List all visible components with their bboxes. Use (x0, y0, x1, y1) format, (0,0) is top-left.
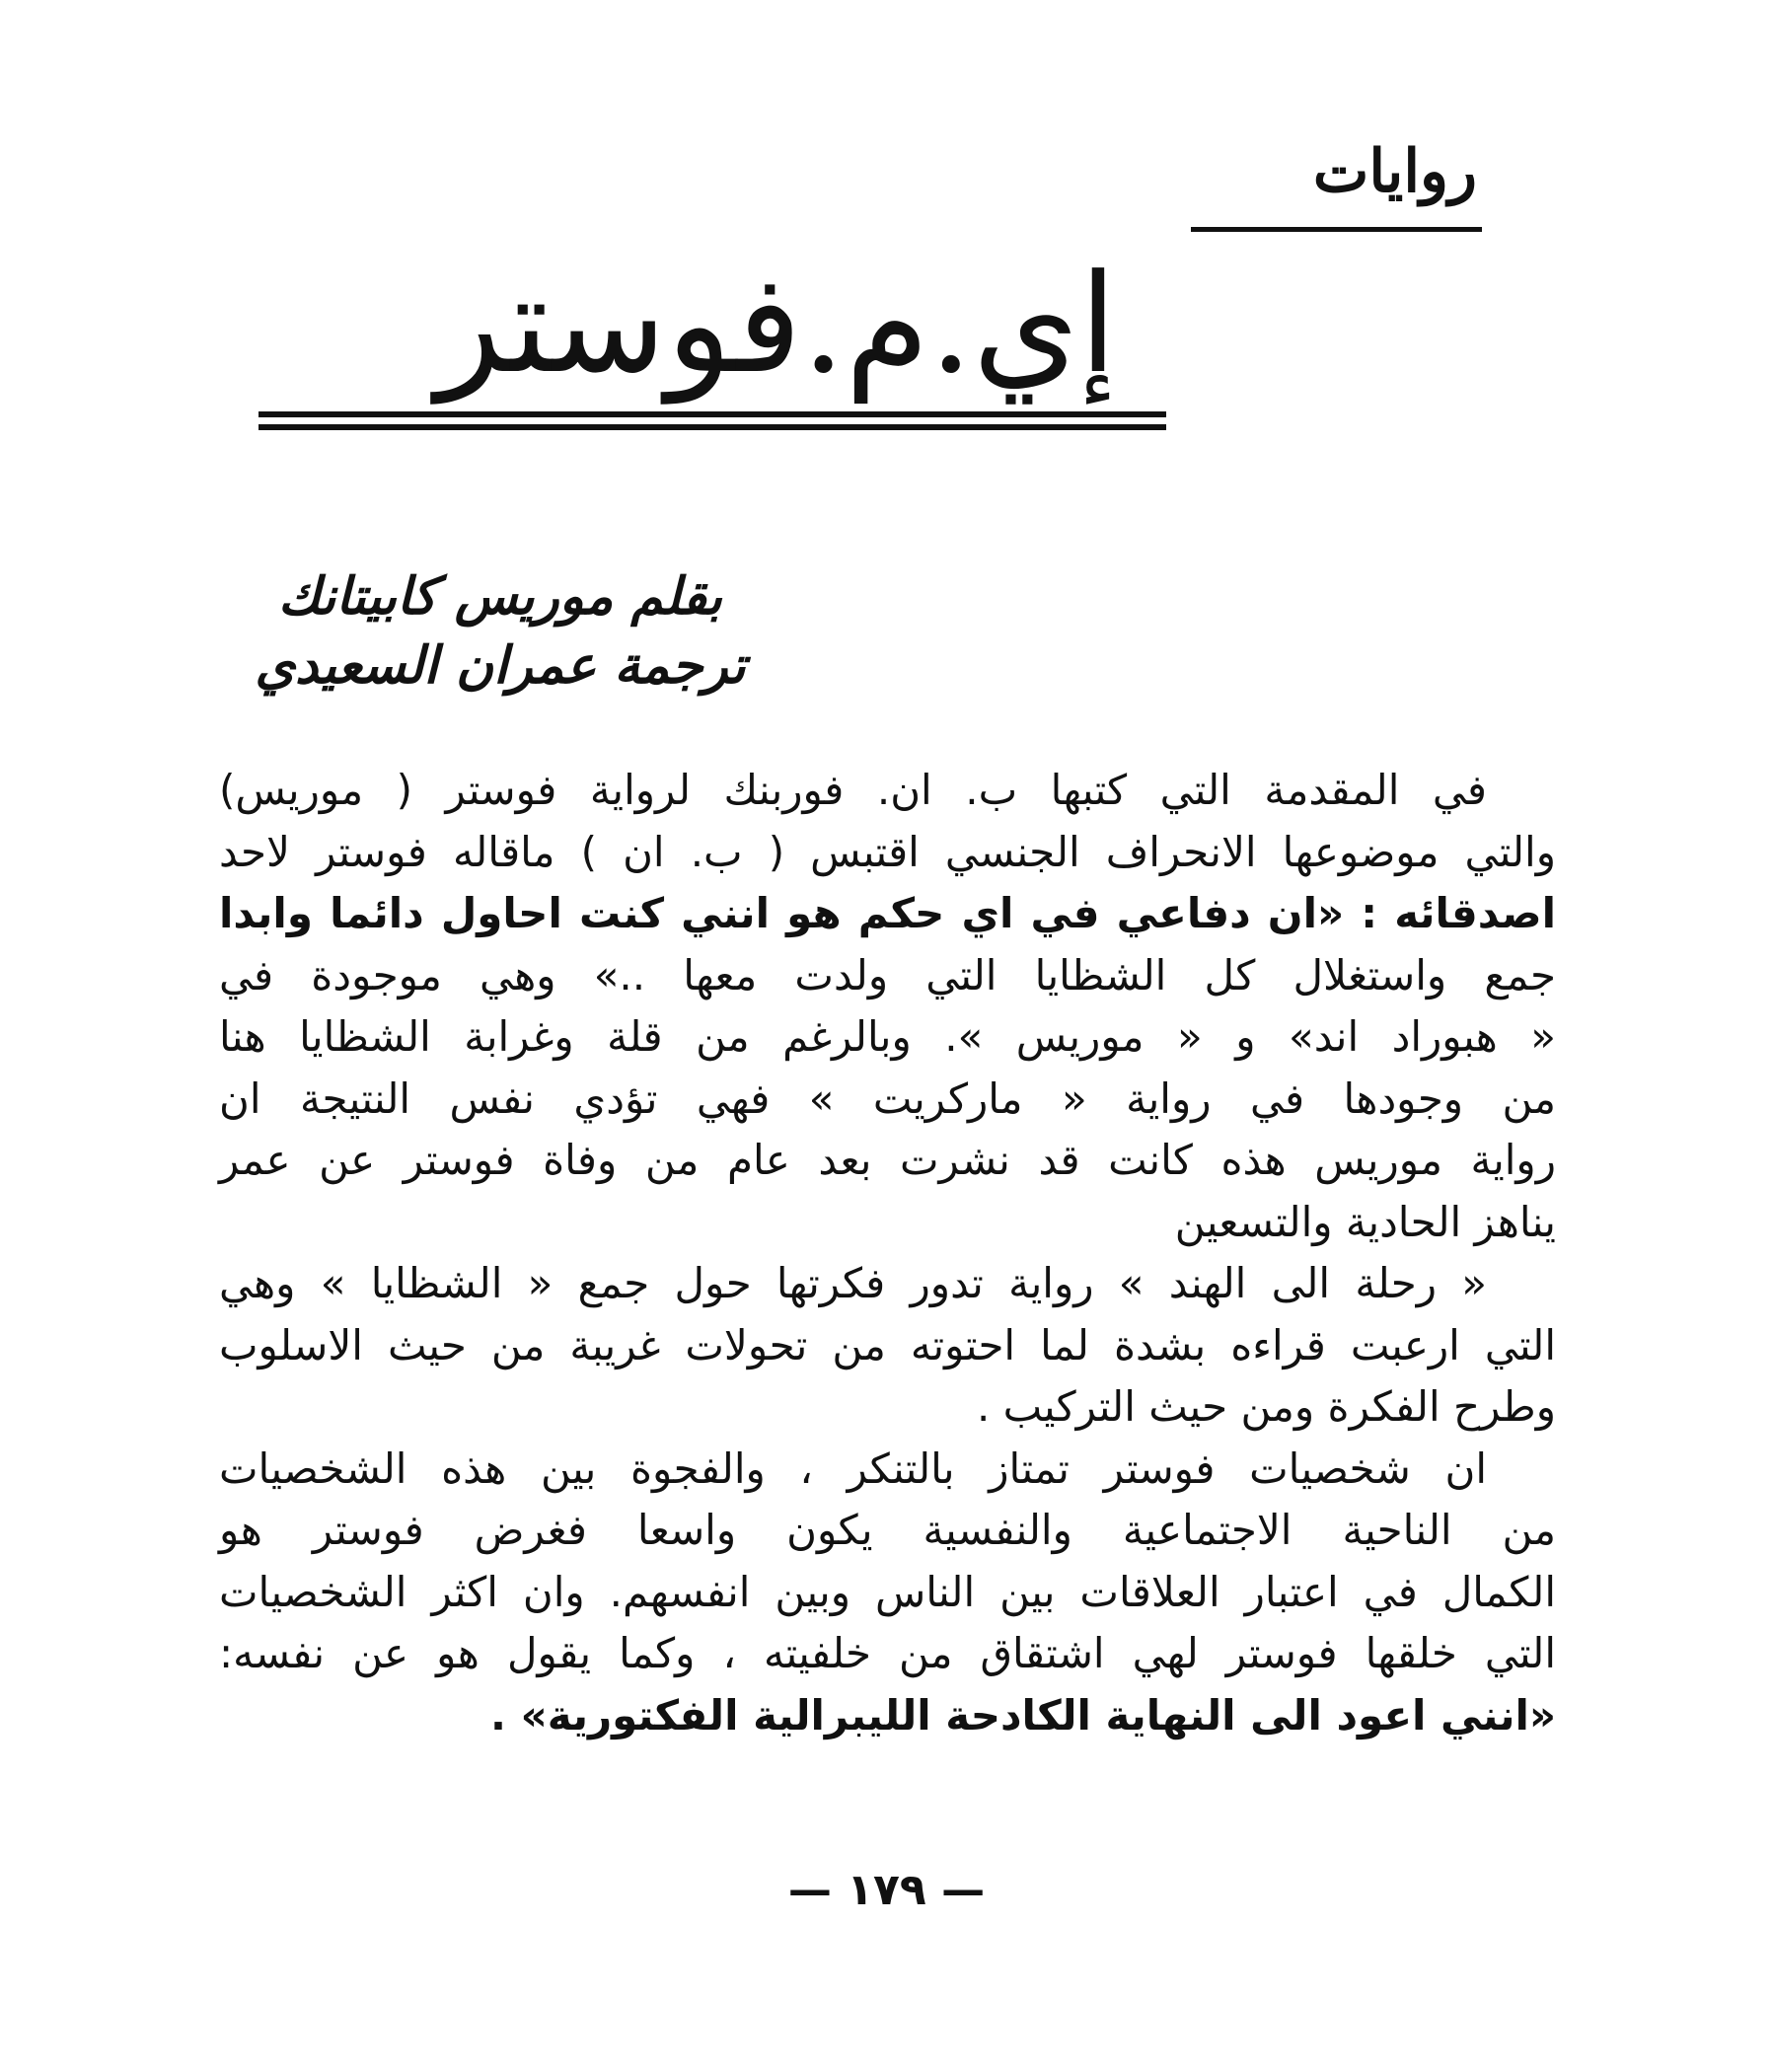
body-line: وطرح الفكرة ومن حيث التركيب . (976, 1382, 1556, 1431)
section-label: روايات (1312, 137, 1477, 206)
body-line-quote: «انني اعود الى النهاية الكادحة الليبرالية الفكتورية» . (490, 1690, 1556, 1739)
body-line: من وجودها في رواية « ماركريت » فهي تؤدي نفس النتيجة ان (219, 1073, 1556, 1123)
body-line: « هبوراد اند» و « موريس ». وبالرغم من قلة وغرابة الشظايا هنا (219, 1012, 1556, 1061)
body-line: من الناحية الاجتماعية والنفسية يكون واسعا فغرض فوستر هو (219, 1506, 1556, 1554)
body-line: التي خلقها فوستر لهي اشتقاق من خلفيته ، وكما يقول هو عن نفسه: (219, 1629, 1556, 1677)
body-line: والتي موضوعها الانحراف الجنسي اقتبس ( ب. ان ) ماقاله فوستر لاحد (219, 827, 1556, 876)
byline (224, 562, 776, 701)
page-title: إي.م.فوستر (435, 245, 1118, 404)
body-line-quote: اصدقائه : «ان دفاعي في اي حكم هو انني كنت احاول دائما وابدا (219, 889, 1556, 937)
body-line: ان شخصيات فوستر تمتاز بالتنكر ، والفجوة بين هذه الشخصيات (219, 1443, 1487, 1493)
section-underline (1191, 227, 1482, 232)
byline-translator: ترجمة عمران السعيدي (255, 635, 746, 697)
page-number: — ١٧٩ — (787, 1865, 986, 1915)
body-line: رواية موريس هذه كانت قد نشرت بعد عام من وفاة فوستر عن عمر (219, 1136, 1556, 1184)
body-line: التي ارعبت قراءه بشدة لما احتوته من تحولات غريبة من حيث الاسلوب (219, 1320, 1556, 1369)
article-body (219, 760, 1556, 1746)
body-line: الكمال في اعتبار العلاقات بين الناس وبين انفسهم. وان اكثر الشخصيات (219, 1567, 1556, 1616)
body-line: في المقدمة التي كتبها ب. ان. فوربنك لرواية فوستر ( موريس) (219, 766, 1487, 814)
title-rule-top (259, 411, 1166, 417)
title-rule-bottom (259, 424, 1166, 430)
byline-author: بقلم موريس كابيتانك (278, 566, 722, 627)
body-line: يناهز الحادية والتسعين (1174, 1197, 1556, 1246)
body-line: « رحلة الى الهند » رواية تدور فكرتها حول جمع « الشظايا » وهي (219, 1259, 1487, 1307)
body-line: جمع واستغلال كل الشظايا التي ولدت معها ..» وهي موجودة في (219, 950, 1556, 999)
